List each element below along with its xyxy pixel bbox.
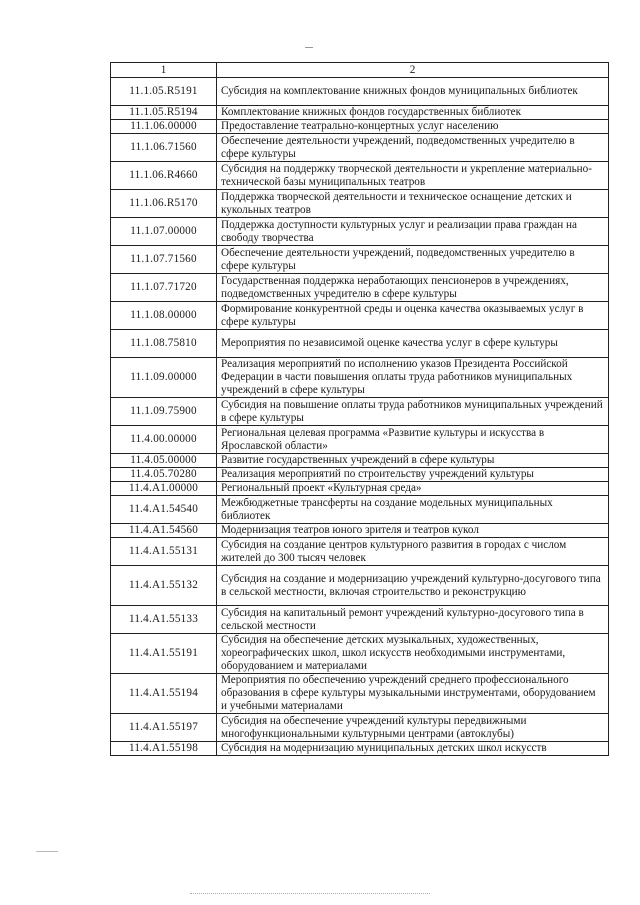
row-code: 11.4.A1.55198 [111, 742, 217, 756]
row-name: Субсидия на комплектование книжных фондов муниципальных библиотек [217, 78, 609, 106]
column-header-code: 1 [111, 63, 217, 78]
table-row [111, 482, 609, 496]
row-code: 11.4.A1.55133 [111, 606, 217, 634]
row-code: 11.1.08.75810 [111, 330, 217, 358]
row-name: Межбюджетные трансферты на создание модельных муниципальных библиотек [217, 496, 609, 524]
row-name: Субсидия на капитальный ремонт учреждений культурно-досугового типа в сельской местности [217, 606, 609, 634]
table-row [111, 358, 609, 398]
row-name: Предоставление театрально-концертных услуг населению [217, 120, 609, 134]
row-code: 11.4.A1.55191 [111, 634, 217, 674]
row-code: 11.4.A1.54560 [111, 524, 217, 538]
table-row [111, 524, 609, 538]
table-row [111, 674, 609, 714]
row-code: 11.4.A1.55131 [111, 538, 217, 566]
table-row [111, 218, 609, 246]
table-row [111, 120, 609, 134]
row-code: 11.1.06.R4660 [111, 162, 217, 190]
row-code: 11.1.05.R5194 [111, 106, 217, 120]
table-row [111, 190, 609, 218]
table-row [111, 496, 609, 524]
row-name: Субсидия на создание и модернизацию учреждений культурно-досугового типа в сельской местности, включая строительство и реконструкцию [217, 566, 609, 606]
table-row [111, 302, 609, 330]
table-row [111, 468, 609, 482]
row-name: Субсидия на модернизацию муниципальных детских школ искусств [217, 742, 609, 756]
row-name: Государственная поддержка неработающих пенсионеров в учреждениях, подведомственных учредителю в сфере культуры [217, 274, 609, 302]
table-row [111, 78, 609, 106]
row-name: Развитие государственных учреждений в сфере культуры [217, 454, 609, 468]
table-row [111, 426, 609, 454]
table-row [111, 606, 609, 634]
row-name: Модернизация театров юного зрителя и театров кукол [217, 524, 609, 538]
row-code: 11.1.06.00000 [111, 120, 217, 134]
table-row [111, 162, 609, 190]
margin-mark [36, 851, 58, 852]
row-code: 11.4.00.00000 [111, 426, 217, 454]
row-code: 11.1.09.00000 [111, 358, 217, 398]
row-name: Субсидия на повышение оплаты труда работников муниципальных учреждений в сфере культуры [217, 398, 609, 426]
row-code: 11.1.09.75900 [111, 398, 217, 426]
table-row [111, 106, 609, 120]
row-name: Субсидия на обеспечение учреждений культуры передвижными многофункциональными культурными центрами (автоклубы) [217, 714, 609, 742]
table-body [111, 78, 609, 756]
row-name: Формирование конкурентной среды и оценка качества оказываемых услуг в сфере культуры [217, 302, 609, 330]
table-row [111, 330, 609, 358]
row-code: 11.1.08.00000 [111, 302, 217, 330]
budget-code-table [110, 62, 609, 756]
row-name: Региональная целевая программа «Развитие культуры и искусства в Ярославской области» [217, 426, 609, 454]
row-code: 11.4.A1.00000 [111, 482, 217, 496]
row-name: Мероприятия по независимой оценке качества услуг в сфере культуры [217, 330, 609, 358]
row-code: 11.1.07.00000 [111, 218, 217, 246]
row-name: Обеспечение деятельности учреждений, подведомственных учредителю в сфере культуры [217, 134, 609, 162]
column-header-name: 2 [217, 63, 609, 78]
row-code: 11.4.05.00000 [111, 454, 217, 468]
table-row [111, 134, 609, 162]
row-code: 11.4.05.70280 [111, 468, 217, 482]
row-code: 11.4.A1.55132 [111, 566, 217, 606]
row-code: 11.4.A1.55197 [111, 714, 217, 742]
row-name: Поддержка доступности культурных услуг и реализации права граждан на свободу творчества [217, 218, 609, 246]
bottom-scan-marks [190, 893, 430, 895]
table-row [111, 742, 609, 756]
row-code: 11.1.05.R5191 [111, 78, 217, 106]
row-name: Реализация мероприятий по строительству учреждений культуры [217, 468, 609, 482]
row-name: Поддержка творческой деятельности и техническое оснащение детских и кукольных театров [217, 190, 609, 218]
row-name: Субсидия на обеспечение детских музыкальных, художественных, хореографических школ, школ искусств необходимыми инструментами, оборудованием и материалами [217, 634, 609, 674]
row-code: 11.1.06.71560 [111, 134, 217, 162]
row-name: Мероприятия по обеспечению учреждений среднего профессионального образования в сфере культуры музыкальными инструментами, оборудованием и учебными материалами [217, 674, 609, 714]
table-row [111, 246, 609, 274]
row-code: 11.4.A1.55194 [111, 674, 217, 714]
row-code: 11.1.07.71720 [111, 274, 217, 302]
table-row [111, 538, 609, 566]
row-name: Региональный проект «Культурная среда» [217, 482, 609, 496]
table-row [111, 398, 609, 426]
table-row [111, 634, 609, 674]
row-name: Комплектование книжных фондов государственных библиотек [217, 106, 609, 120]
row-name: Реализация мероприятий по исполнению указов Президента Российской Федерации в части повышения оплаты труда работников муниципальных учреждений в сфере культуры [217, 358, 609, 398]
row-name: Субсидия на создание центров культурного развития в городах с числом жителей до 300 тысяч человек [217, 538, 609, 566]
table-row [111, 566, 609, 606]
row-code: 11.4.A1.54540 [111, 496, 217, 524]
page-number-mark [305, 47, 313, 48]
table-row [111, 714, 609, 742]
row-name: Субсидия на поддержку творческой деятельности и укрепление материально-технической базы муниципальных театров [217, 162, 609, 190]
row-code: 11.1.07.71560 [111, 246, 217, 274]
table-header-row [111, 63, 609, 78]
table-row [111, 454, 609, 468]
row-name: Обеспечение деятельности учреждений, подведомственных учредителю в сфере культуры [217, 246, 609, 274]
row-code: 11.1.06.R5170 [111, 190, 217, 218]
table-row [111, 274, 609, 302]
